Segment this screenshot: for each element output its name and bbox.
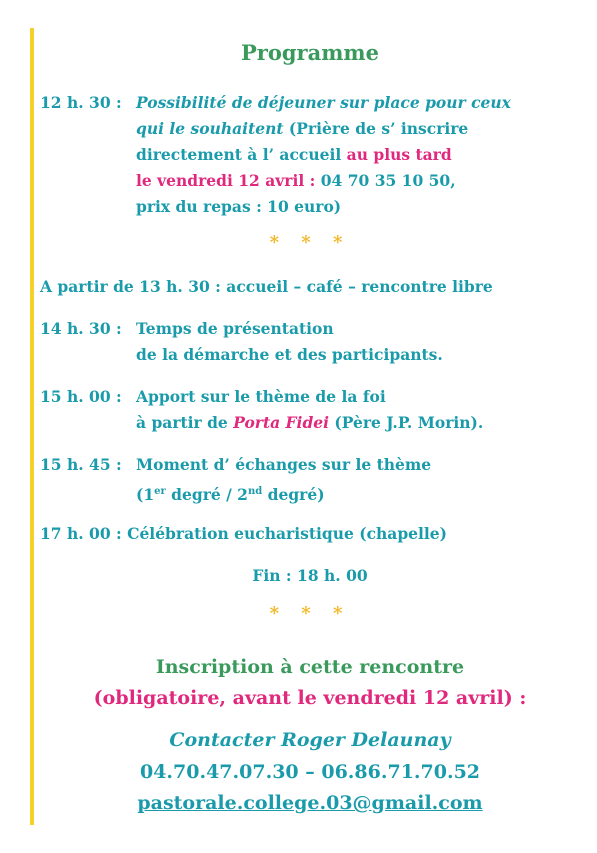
inscription-subtitle: (obligatoire, avant le vendredi 12 avril) : xyxy=(93,687,527,709)
contact-name: Contacter Roger Delaunay xyxy=(169,729,451,751)
separator-stars-1: * * * xyxy=(269,232,351,253)
presentation-line-1: Temps de présentation xyxy=(136,319,334,338)
lunch-phone-text: 04 70 35 10 50, xyxy=(315,171,456,190)
contact-phones: 04.70.47.07.30 – 06.86.71.70.52 xyxy=(139,761,481,783)
end-time: Fin : 18 h. 00 xyxy=(252,566,368,585)
degree-sup-1: er xyxy=(154,486,166,497)
inscription-title: Inscription à cette rencontre xyxy=(155,656,465,678)
exchange-line-1: Moment d’ échanges sur le thème xyxy=(136,455,432,474)
page-title: Programme xyxy=(240,40,380,65)
left-border-line xyxy=(30,28,34,825)
lunch-deadline-text: au plus tard xyxy=(346,145,452,164)
lunch-date-text: le vendredi 12 avril : xyxy=(136,171,316,190)
talk-from-text: à partir de xyxy=(136,413,234,432)
lunch-line-5: prix du repas : 10 euro) xyxy=(136,197,342,216)
degree-close-text: degré) xyxy=(262,485,325,505)
degree-sup-2: nd xyxy=(247,486,263,497)
presentation-line-2: de la démarche et des participants. xyxy=(136,345,443,364)
degree-open-text: (1 xyxy=(136,485,155,505)
contact-email-link[interactable]: pastorale.college.03@gmail.com xyxy=(137,792,483,814)
mass-line: 17 h. 00 : Célébration eucharistique (chapelle) xyxy=(40,524,447,543)
lunch-line-2 xyxy=(136,119,468,139)
lunch-line-4 xyxy=(136,171,456,191)
lunch-line-3 xyxy=(136,145,452,165)
lunch-register-text: (Prière de s’ inscrire xyxy=(283,119,469,138)
talk-line-1: Apport sur le thème de la foi xyxy=(136,387,386,406)
time-1500: 15 h. 00 : xyxy=(40,387,122,406)
degree-mid-text: degré / 2 xyxy=(165,485,248,505)
lunch-accueil-text: directement à l’ accueil xyxy=(136,145,347,164)
talk-speaker-text: (Père J.P. Morin). xyxy=(329,413,484,432)
lunch-line-1: Possibilité de déjeuner sur place pour ceux xyxy=(136,93,511,112)
time-1230: 12 h. 30 : xyxy=(40,93,122,112)
separator-stars-2: * * * xyxy=(269,603,351,624)
lunch-italic-text: qui le souhaitent xyxy=(136,119,284,138)
time-1545: 15 h. 45 : xyxy=(40,455,122,474)
time-1430: 14 h. 30 : xyxy=(40,319,122,338)
porta-fidei-text: Porta Fidei xyxy=(233,413,330,432)
exchange-line-2 xyxy=(136,482,325,505)
talk-line-2 xyxy=(136,413,483,433)
welcome-line: A partir de 13 h. 30 : accueil – café – rencontre libre xyxy=(40,277,493,296)
